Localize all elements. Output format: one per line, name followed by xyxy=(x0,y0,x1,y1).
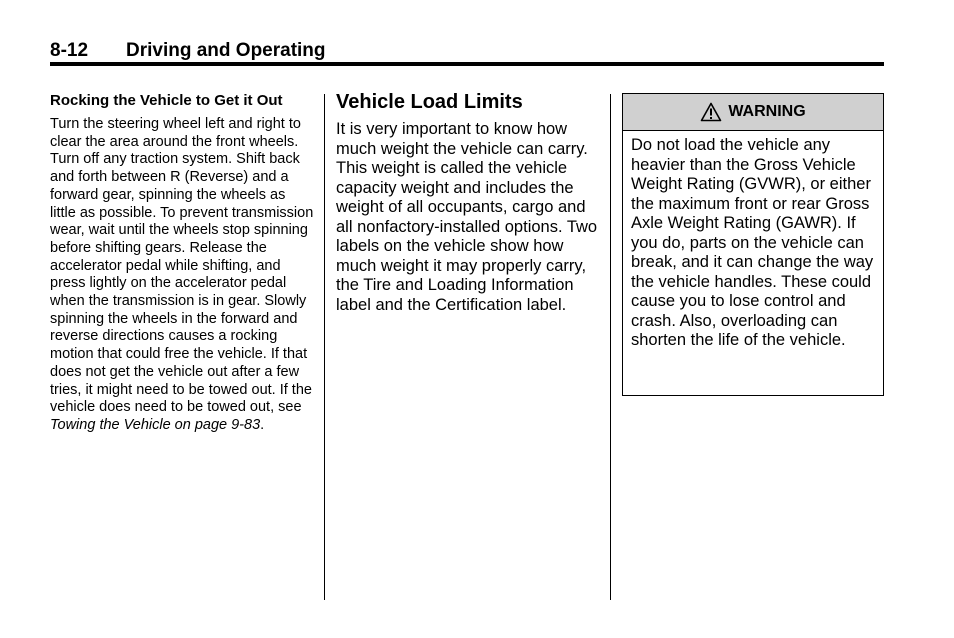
header-rule xyxy=(50,62,884,66)
warning-text: Do not load the vehicle any heavier than the Gross Vehicle Weight Rating (GVWR), or either the maximum front or rear Gross Axle Weight Rating (GAWR). If you do, parts on the vehicle can break, and it can change the way the vehicle handles. These could cause you to lose control and crash. Also, overloading can shorten the life of the vehicle. xyxy=(631,136,874,349)
middle-column xyxy=(336,90,601,315)
left-column xyxy=(50,92,315,435)
page-number: 8-12 xyxy=(50,40,89,61)
towing-reference-link[interactable]: Towing the Vehicle on page 9-83 xyxy=(50,416,261,433)
page-header xyxy=(50,38,884,64)
section-heading-rocking: Rocking the Vehicle to Get it Out xyxy=(50,92,283,109)
warning-triangle-icon xyxy=(700,102,722,122)
reference-period: . xyxy=(260,416,265,433)
rocking-body-text: Turn the steering wheel left and right to clear the area around the front wheels. Turn off any traction system. Shift back and forth between R (Reverse) and a forward gear, spinning the wheels as little as possible. To prevent transmission wear, wait until the wheels stop spinning before shifting gears. Release the accelerator pedal while shifting, and press lightly on the accelerator pedal when the transmission is in gear. Slowly spinning the wheels in the forward and reverse directions causes a rocking motion that could free the vehicle. If that does not get the vehicle out after a few tries, it might need to be towed out. If the vehicle does need to be towed out, see xyxy=(50,116,314,416)
rocking-paragraph xyxy=(50,116,315,435)
section-heading-load-limits: Vehicle Load Limits xyxy=(336,91,523,113)
warning-title: WARNING xyxy=(728,103,806,120)
chapter-title: Driving and Operating xyxy=(126,40,326,61)
warning-header xyxy=(623,94,883,131)
column-divider-right xyxy=(610,94,611,600)
warning-box xyxy=(622,93,884,396)
load-limits-paragraph: It is very important to know how much weight the vehicle can carry. This weight is called the vehicle capacity weight and includes the weight of all occupants, cargo and all nonfactory-installed options. Two labels on the vehicle show how much weight it may properly carry, the Tire and Loading Information label and the Certification label. xyxy=(336,120,598,314)
column-divider-left xyxy=(324,94,325,600)
